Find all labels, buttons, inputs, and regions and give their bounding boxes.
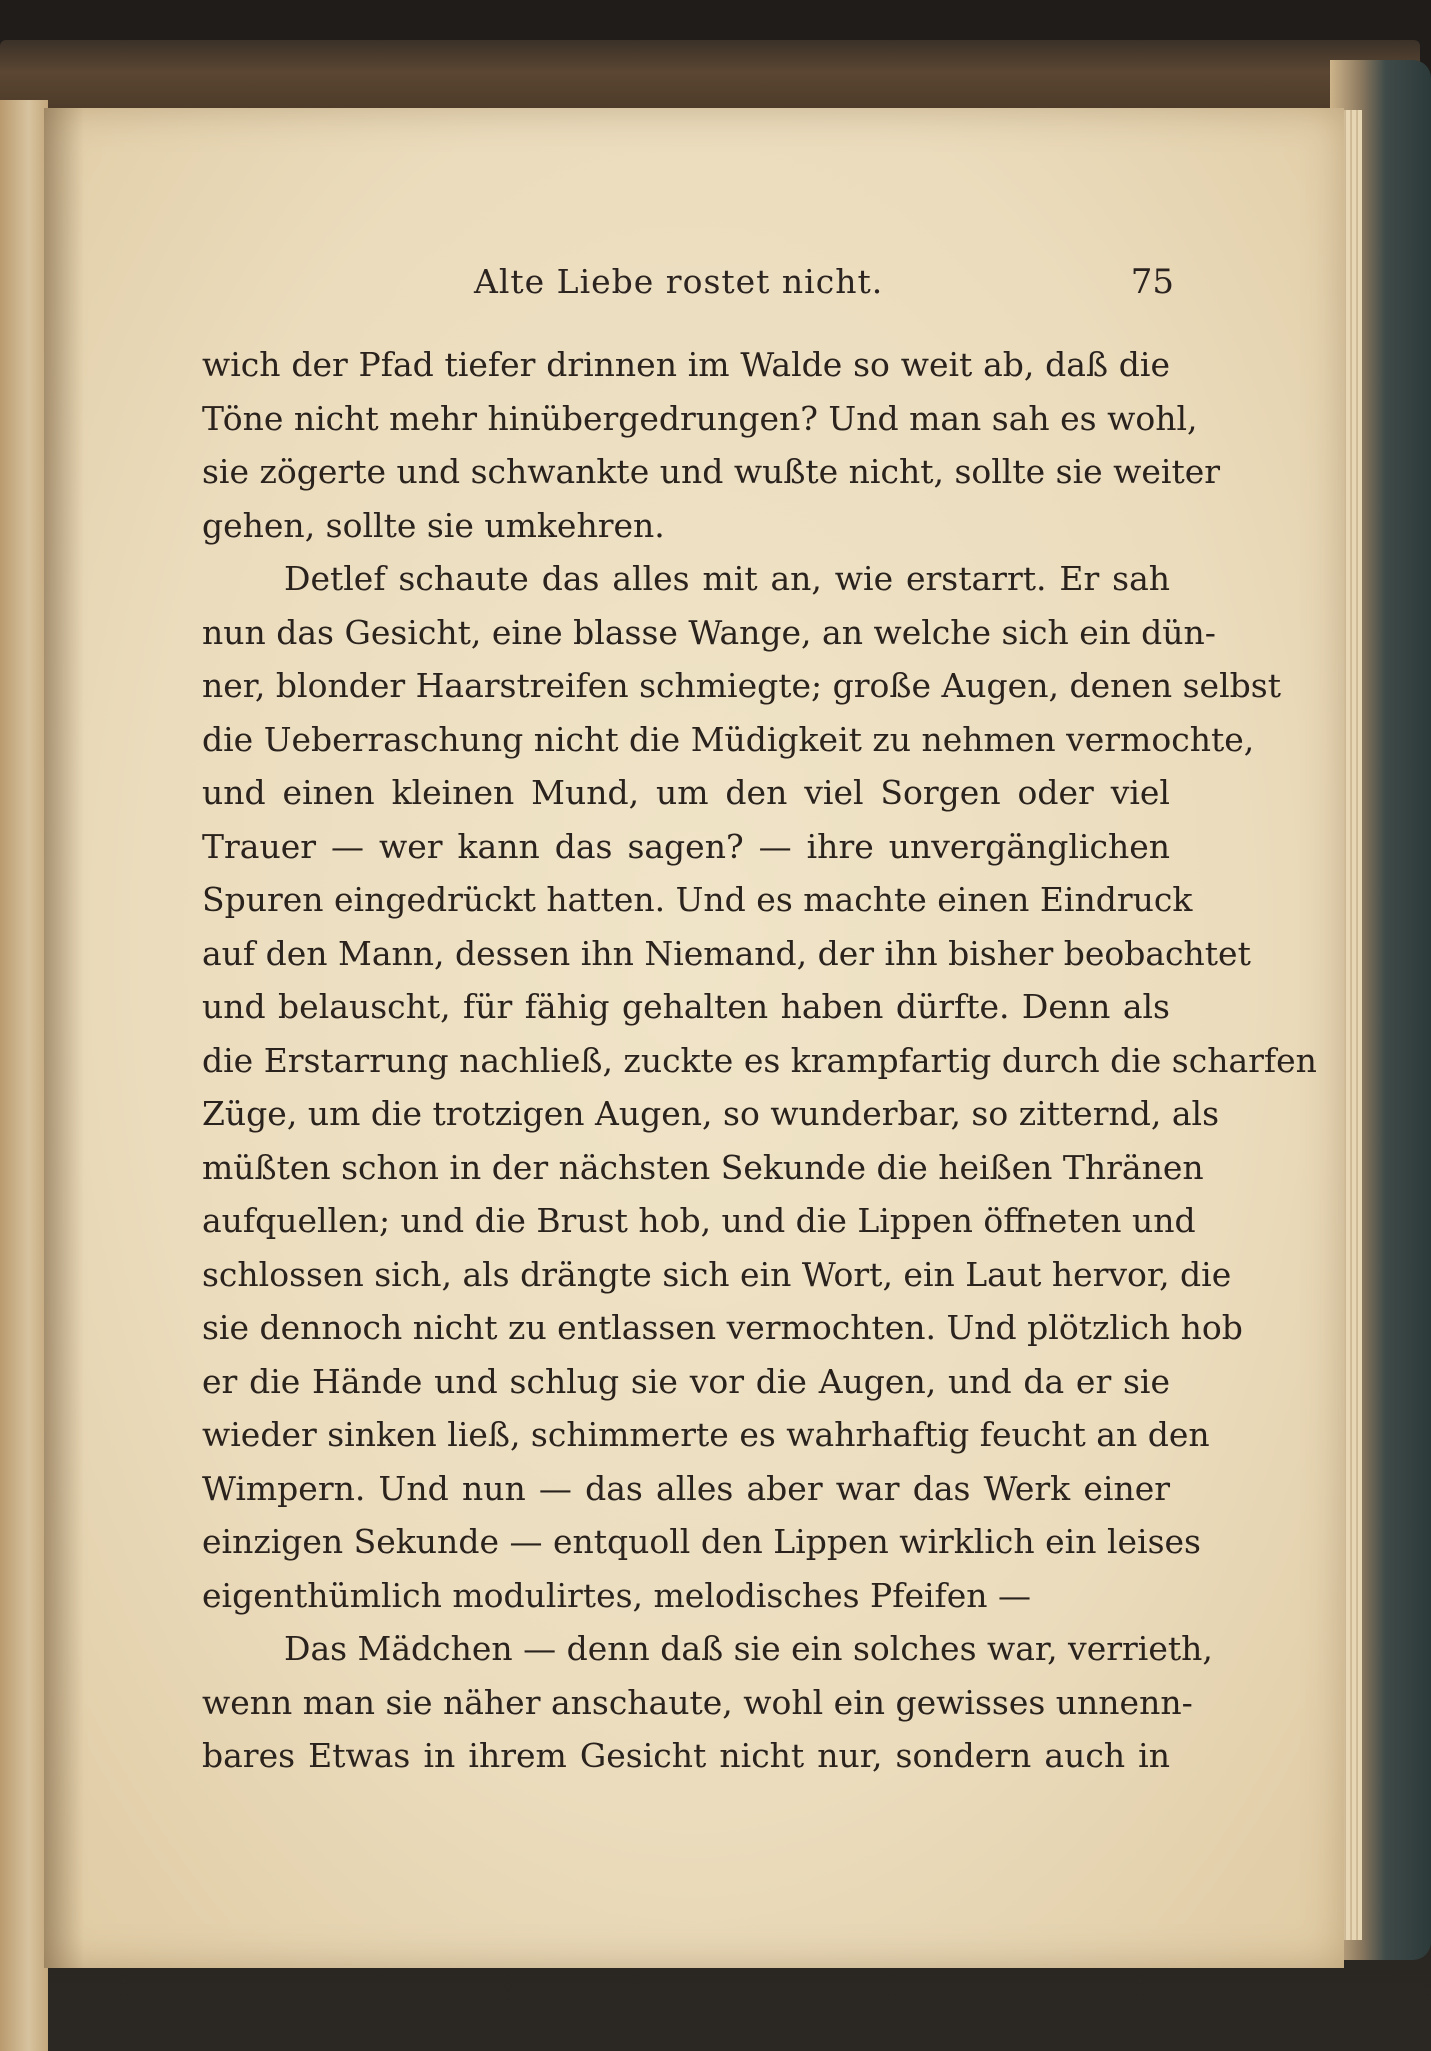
text-line: ner, blonder Haarstreifen schmiegte; große Augen, denen selbst [202, 666, 1281, 705]
text-line: nun das Gesicht, eine blasse Wange, an welche sich ein dün- [202, 612, 1216, 652]
text-line: sie zögerte und schwankte und wußte nicht, sollte sie weiter [202, 452, 1221, 491]
text-line: Spuren eingedrückt hatten. Und es machte einen Eindruck [202, 880, 1193, 919]
text-line: Trauer — wer kann das sagen? — ihre unvergänglichen [202, 826, 1170, 866]
page-number: 75 [1130, 262, 1174, 302]
text-line: bares Etwas in ihrem Gesicht nicht nur, sondern auch in [202, 1736, 1170, 1775]
text-line: wieder sinken ließ, schimmerte es wahrhaftig feucht an den [202, 1415, 1210, 1454]
running-head [474, 262, 1174, 302]
text-line: einzigen Sekunde — entquoll den Lippen wirklich ein leises [202, 1522, 1201, 1561]
paragraph-end-line: eigenthümlich modulirtes, melodisches Pfeifen — [202, 1575, 1032, 1615]
paragraph-start-line: Detlef schaute das alles mit an, wie erstarrt. Er sah [284, 559, 1170, 598]
text-line: müßten schon in der nächsten Sekunde die heißen Thränen [202, 1147, 1204, 1187]
text-line: Züge, um die trotzigen Augen, so wunderbar, so zitternd, als [202, 1094, 1220, 1133]
text-line: sie dennoch nicht zu entlassen vermochten. Und plötzlich hob [202, 1308, 1243, 1347]
text-line: und einen kleinen Mund, um den viel Sorgen oder viel [202, 773, 1170, 812]
text-line: wenn man sie näher anschaute, wohl ein gewisses unnenn- [202, 1682, 1193, 1722]
left-page-edge [0, 100, 48, 2051]
text-line: auf den Mann, dessen ihn Niemand, der ihn bisher beobachtet [202, 933, 1251, 973]
gutter-shadow [44, 108, 84, 1968]
text-line: aufquellen; und die Brust hob, und die Lippen öffneten und [202, 1201, 1196, 1240]
running-title: Alte Liebe rostet nicht. [474, 262, 884, 301]
text-line: wich der Pfad tiefer drinnen im Walde so weit ab, daß die [202, 345, 1170, 384]
text-line: die Ueberraschung nicht die Müdigkeit zu nehmen vermochte, [202, 719, 1255, 759]
text-line: und belauscht, für fähig gehalten haben dürfte. Denn als [202, 987, 1170, 1026]
text-line: schlossen sich, als drängte sich ein Wort, ein Laut hervor, die [202, 1254, 1232, 1294]
text-line: die Erstarrung nachließ, zuckte es krampfartig durch die scharfen [202, 1040, 1317, 1080]
text-line: er die Hände und schlug sie vor die Augen, und da er sie [202, 1361, 1170, 1401]
paragraph-start-line: Das Mädchen — denn daß sie ein solches war, verrieth, [284, 1629, 1213, 1668]
text-line: Wimpern. Und nun — das alles aber war das Werk einer [202, 1468, 1170, 1508]
body-text [202, 338, 1317, 1783]
paragraph-end-line: gehen, sollte sie umkehren. [202, 505, 665, 545]
text-line: Töne nicht mehr hinübergedrungen? Und man sah es wohl, [202, 398, 1198, 438]
